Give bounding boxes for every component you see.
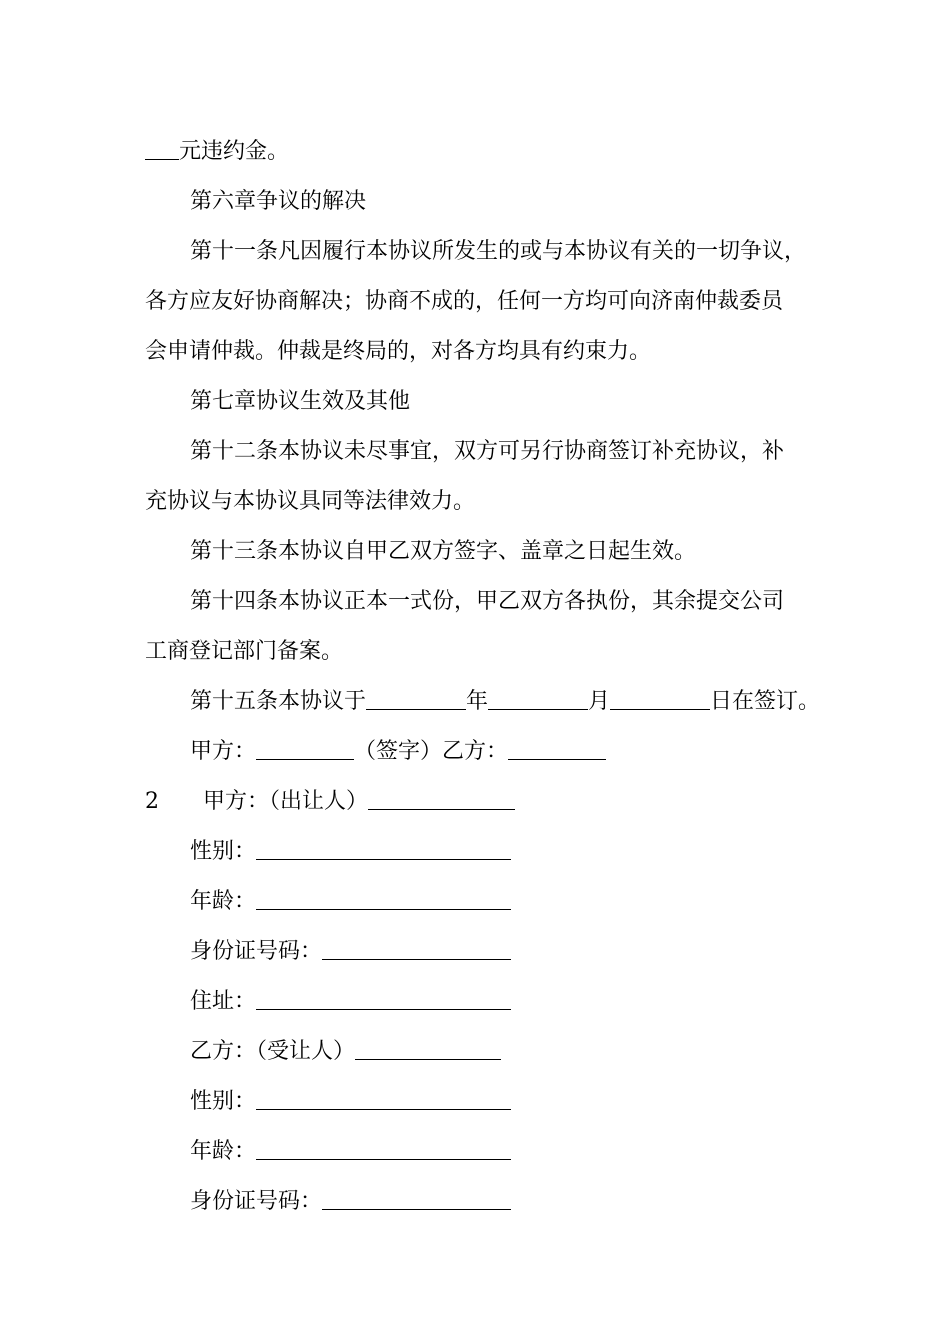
party-b-transferee-label: 乙方：（受让人） [190, 1039, 356, 1064]
article-11-line-3: 会申请仲裁。仲裁是终局的，对各方均具有约束力。 [145, 339, 652, 364]
party-b-signature-blank [508, 739, 606, 760]
article-14-line-2: 工商登记部门备案。 [145, 639, 344, 664]
id-number-label: 身份证号码： [190, 939, 323, 964]
article-15-date-line [190, 677, 820, 727]
party-a-transferor-line [145, 777, 515, 827]
party-a-gender-line [190, 827, 511, 877]
party-a-address-line [190, 977, 511, 1027]
address-blank [256, 989, 511, 1010]
article-13: 第十三条本协议自甲乙双方签字、盖章之日起生效。 [190, 539, 697, 564]
age-blank [256, 1139, 511, 1160]
year-blank [366, 689, 466, 710]
chapter-seven-heading: 第七章协议生效及其他 [190, 389, 411, 414]
gender-label: 性别： [190, 1089, 257, 1114]
penalty-text: 元违约金。 [179, 139, 290, 164]
id-number-blank [322, 1189, 511, 1210]
article-14-line-1: 第十四条本协议正本一式份，甲乙双方各执份，其余提交公司 [190, 589, 785, 614]
penalty-line [145, 127, 289, 177]
gender-blank [256, 1089, 511, 1110]
id-number-blank [322, 939, 511, 960]
id-number-label: 身份证号码： [190, 1189, 323, 1214]
party-b-gender-line [190, 1077, 511, 1127]
address-label: 住址： [190, 989, 257, 1014]
day-label: 日在签订。 [710, 689, 821, 714]
month-blank [488, 689, 588, 710]
month-label: 月 [588, 689, 611, 714]
chapter-six-heading: 第六章争议的解决 [190, 189, 367, 214]
article-11-line-2: 各方应友好协商解决；协商不成的，任何一方均可向济南仲裁委员 [145, 289, 784, 314]
party-b-name-blank [355, 1039, 501, 1060]
party-a-signature-blank [256, 739, 354, 760]
gender-blank [256, 839, 511, 860]
party-a-name-blank [368, 789, 515, 810]
year-label: 年 [466, 689, 489, 714]
party-b-label: （签字）乙方： [354, 739, 509, 764]
party-a-id-line [190, 927, 511, 977]
party-a-age-line [190, 877, 511, 927]
article-12-line-1: 第十二条本协议未尽事宜，双方可另行协商签订补充协议，补 [190, 439, 785, 464]
age-label: 年龄： [190, 889, 257, 914]
party-a-label: 甲方： [190, 739, 257, 764]
party-a-transferor-label: 甲方：（出让人） [203, 789, 369, 814]
article-12-line-2: 充协议与本协议具同等法律效力。 [145, 489, 476, 514]
party-b-transferee-line [190, 1027, 501, 1077]
party-b-age-line [190, 1127, 511, 1177]
article-15-text: 第十五条本协议于 [190, 689, 367, 714]
signature-line [190, 727, 606, 777]
gender-label: 性别： [190, 839, 257, 864]
party-b-id-line [190, 1177, 511, 1227]
article-11-line-1: 第十一条凡因履行本协议所发生的或与本协议有关的一切争议， [190, 239, 807, 264]
day-blank [610, 689, 710, 710]
blank-field [145, 139, 179, 160]
age-label: 年龄： [190, 1139, 257, 1164]
section-number: 2 [145, 789, 159, 814]
age-blank [256, 889, 511, 910]
